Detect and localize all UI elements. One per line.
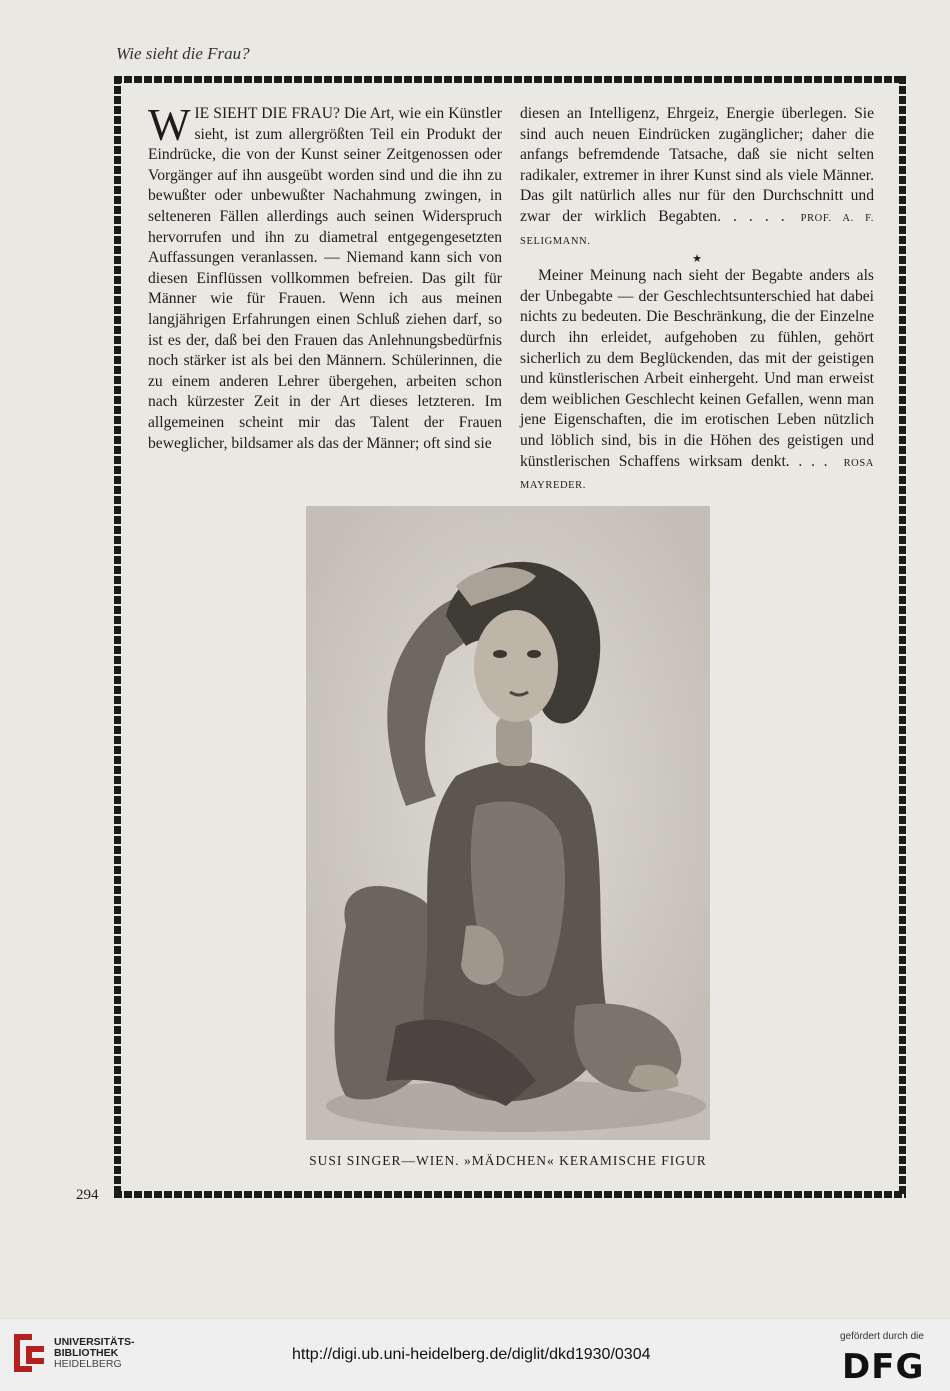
right-paragraph-2 (520, 266, 874, 497)
frame-border-left (114, 76, 121, 1196)
page-number: 294 (76, 1187, 99, 1203)
library-city: HEIDELBERG (54, 1358, 122, 1370)
ceramic-figure-photo (306, 506, 710, 1140)
seligmann-text: diesen an Intelligenz, Ehrgeiz, Energie überlegen. Sie sind auch neuen Eindrücken zugänglicher; daher die anfangs befremdende Tatsache, daß sie nicht selten radikaler, extremer in ihrer Kunst sind als viele Männer. Das gilt natürlich alles nur für den Durchschnitt und zwar der wirklich Begabten. . . . . (520, 105, 874, 225)
frame-border-bottom (114, 1191, 906, 1198)
lead-heading: IE SIEHT DIE FRAU? (194, 105, 340, 122)
left-paragraph (148, 100, 502, 454)
figure-caption: SUSI SINGER—WIEN. »MÄDCHEN« KERAMISCHE FIGUR (309, 1153, 707, 1168)
running-head: Wie sieht die Frau? (116, 44, 250, 63)
left-body-text: Die Art, wie ein Künstler sieht, ist zum allergrößten Teil ein Produkt der Eindrücke, die von der Kunst seiner Zeitgenossen oder Vorgänger auf ihn ausgeübt worden sind und die ihn zu bewußter oder unbewußter Nachahmung zwingen, in selteneren Fällen allerdings auch seinen Widerspruch hervorrufen und ihn zu diametral entgegengesetzten Auffassungen veranlassen. — Niemand kann sich von diesen Einflüssen vollkommen befreien. Das gilt für Männer wie für Frauen. Wenn ich aus meinen langjährigen Erfahrungen einen Schluß ziehen darf, so ist es der, daß bei den Frauen das Anlehnungsbedürfnis noch stärker ist als bei den Männern. Schülerinnen, die zu einem anderen Lehrer übergehen, arbeiten schon nach kürzester Zeit in der Art dieses letzteren. Im allgemeinen scheint mir das Talent der Frauen beweglicher, bildsamer als das der Männer; oft sind sie (148, 105, 502, 452)
university-library-logo-icon[interactable] (10, 1332, 48, 1374)
ceramic-figure-illustration (306, 506, 710, 1140)
drop-cap: W (148, 100, 191, 150)
library-name-line-1: UNIVERSITÄTS- (54, 1336, 135, 1348)
signature-seligmann: PROF. A. F. SELIGMANN. (520, 212, 874, 247)
dfg-logo[interactable]: DFG (842, 1347, 925, 1387)
library-name-line-2: BIBLIOTHEK (54, 1347, 119, 1359)
article-columns (148, 100, 874, 494)
permalink-url[interactable]: http://digi.ub.uni-heidelberg.de/diglit/dkd1930/0304 (292, 1346, 651, 1363)
section-separator: ★ (692, 253, 702, 266)
sponsor-label: gefördert durch die (840, 1331, 924, 1342)
right-paragraph-1 (520, 104, 874, 252)
library-name[interactable] (54, 1337, 135, 1370)
viewer-footer (0, 1318, 950, 1391)
right-column (520, 104, 874, 497)
frame-border-right (899, 76, 906, 1196)
frame-border-top (114, 76, 906, 83)
left-column (148, 100, 502, 454)
mayreder-text: Meiner Meinung nach sieht der Begabte anders als der Unbegabte — der Geschlechtsunterschied hat dabei nichts zu bedeuten. Die Beschränkung, die der Einzelne durch ihn erleidet, aufgehoben zu fühlen, gehört sicherlich zu dem Beglückenden, das mit der geistigen und künstlerischen Arbeit einhergeht. Und man erweist dem weiblichen Geschlecht keinen Gefallen, wenn man jene Eigenschaften, die im erotischen Leben nützlich und löblich sind, bis in die Höhen des geistigen und künstlerischen Schaffens wirksam denkt. . . . (520, 267, 874, 470)
signature-mayreder: ROSA MAYREDER. (520, 457, 874, 492)
